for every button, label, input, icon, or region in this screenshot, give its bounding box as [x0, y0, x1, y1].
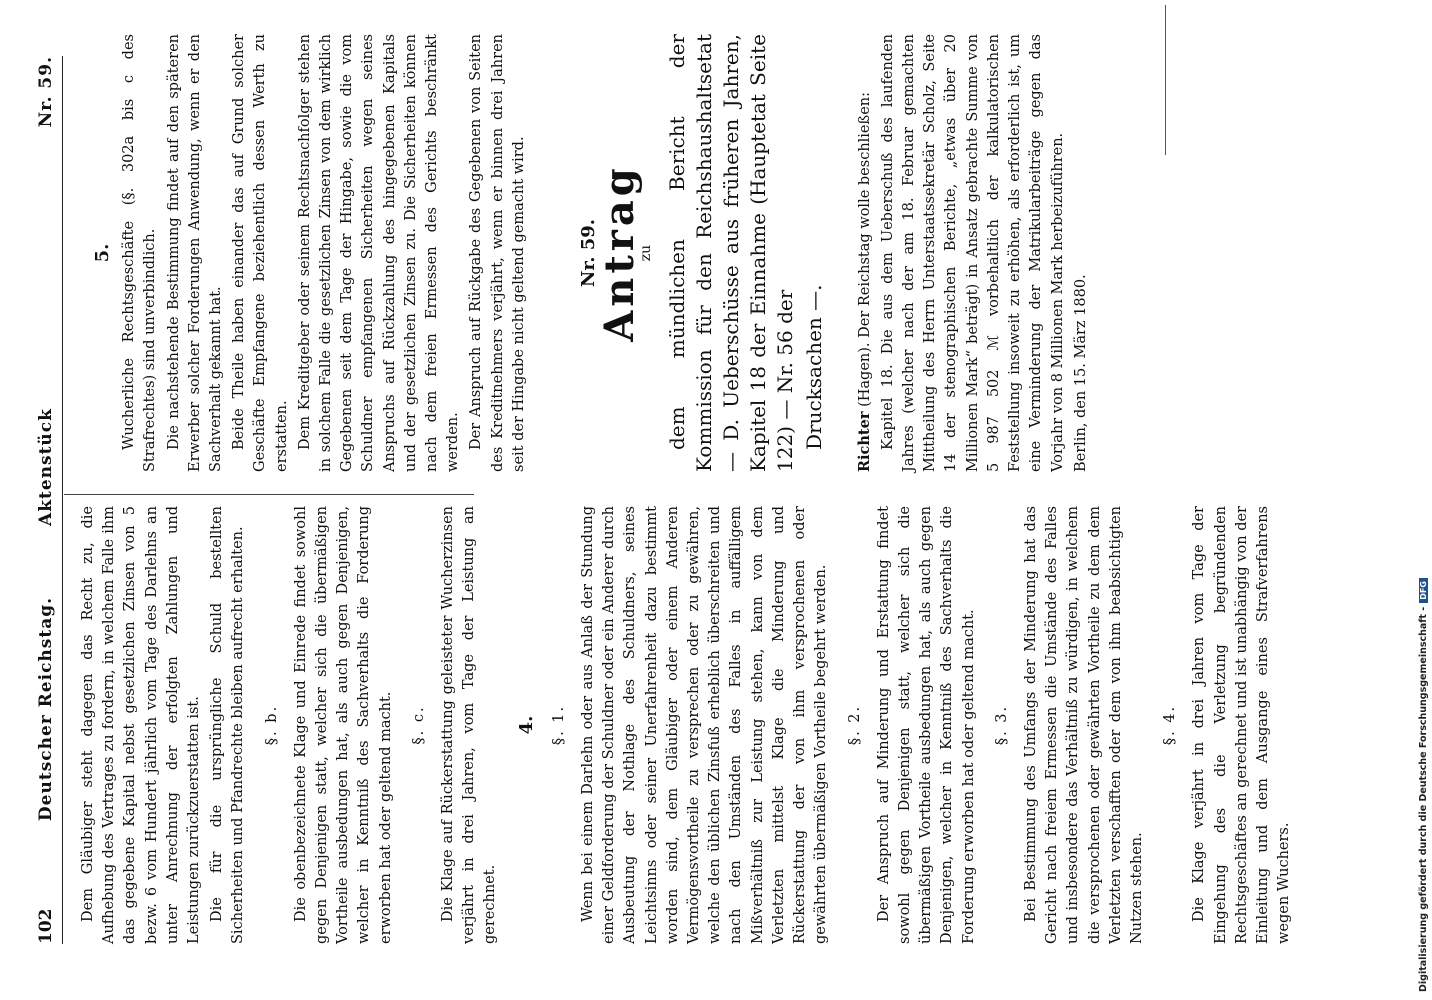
- section-heading: §. 4.: [1162, 704, 1179, 746]
- paragraph: Beide Theile haben einander das auf Grund solcher Geschäfte Empfangene beziehentlich dessen Werth zu erstatten.: [231, 34, 290, 472]
- motion-intro-text: Der Reichstag wolle beschließen:: [856, 91, 873, 338]
- proposer-name: Richter: [855, 411, 873, 472]
- motion-entry: [854, 34, 1092, 472]
- page-number: 102: [36, 908, 56, 944]
- antrag-subject: dem mündlichen Bericht der Kommission für den Reichshaushaltsetat — D. Ueberschüsse aus früheren Jahren, Kapitel 18 der Einnahme (Hauptetat Seite 122) — Nr. 56 der: [664, 34, 797, 472]
- paragraph: Die nachstehende Bestimmung findet auf den späteren Erwerber solcher Forderungen Anwendung, wenn er den Sachverhalt gekannt hat.: [165, 34, 225, 472]
- paragraph: Die Klage auf Rückerstattung geleisteter Wucherzinsen verjährt in drei Jahren, vom Tage der Leistung an gerechnet.: [440, 506, 499, 944]
- antrag-title: Antrag: [596, 164, 644, 342]
- header-aktenstueck-label: Aktenstück: [36, 408, 56, 526]
- paragraph: Der Anspruch auf Rückgabe des Gegebenen von Seiten des Kreditnehmers verjährt, wenn er binnen drei Jahren seit der Hingabe nicht geltend gemacht wird.: [468, 34, 527, 472]
- page-header: [26, 56, 62, 944]
- paragraph: Wenn bei einem Darlehn oder aus Anlaß der Stundung einer Geldforderung der Schuldner oder ein Anderer durch Ausbeutung der Nothlage des Schuldners, seines Leichtsinns oder seiner Unerfahrenheit dazu bestimmt worden sind, dem Gläubiger oder einem Anderen Vermögensvortheile zu versprechen oder zu gewähren, welche den üblichen Zinsfuß erheblich überschreiten und nach den Umständen des Falles in auffälligem Mißverhältniß zur Leistung stehen, kann von dem Verletzten mittelst Klage die Minderung und Rückerstattung der von ihm versprochenen oder gewährten übermäßigen Vortheile begehrt werden.: [580, 506, 830, 944]
- paragraph: Dem Kreditgeber oder seinem Rechtsnachfolger stehen in solchem Falle die gesetzlichen Zinsen von dem wirklich Gegebenen seit dem Tage der Hingabe, sowie die vom Schuldner empfangenen Sicherheiten wegen seines Anspruchs auf Rückzahlung des hingegebenen Kapitals und der gesetzlichen Zinsen zu. Die Sicherheiten können nach dem freien Ermessen des Gerichts beschränkt werden.: [296, 34, 462, 472]
- paragraph: Bei Bestimmung des Umfangs der Minderung hat das Gericht nach freiem Ermessen die Umstände des Falles und insbesondere das Verhältniß zu würdigen, in welchem die versprochenen oder gewährten Vortheile zu dem dem Verletzten verschafften oder dem von ihm beabsichtigten Nutzen stehen.: [1022, 506, 1145, 944]
- paragraph: Dem Gläubiger steht dagegen das Recht zu, die Aufhebung des Vertrages zu fordern, in welchem Falle ihm das gegebene Kapital nebst gesetzlichen Zinsen von 5 bezw. 6 vom Hundert jährlich vom Tage des Darlehns an unter Anrechnung der erfolgten Zahlungen und Leistungen zurückzuerstatten ist.: [80, 506, 203, 944]
- zu-label: zu: [638, 244, 655, 262]
- section-heading: §. b.: [263, 704, 280, 746]
- header-left-title: Deutscher Reichstag.: [36, 596, 56, 822]
- antrag-subject-end: Drucksachen —.: [801, 284, 826, 450]
- motion-text: Kapitel 18. Die aus dem Ueberschuß des laufenden Jahres (welcher nach der am 18. Februar gemachten Mittheilung des Herrn Unterstaatssekretär Scholz, Seite 14 der stenographischen Berichte, „etwas über 20 Millionen Mark“ beträgt) in Ansatz gebrachte Summe von 5 987 502 ℳ vorbehaltlich der kalkulatorischen Feststellung insoweit zu erhöhen, als erforderlich ist, um eine Verminderung der Matrikularbeiträge gegen das Vorjahr von 8 Millionen Mark herbeizuführen.: [879, 34, 1066, 472]
- dfg-logo: DFG: [1419, 578, 1428, 603]
- document-number: Nr. 59.: [578, 218, 600, 288]
- section-heading: §. 2.: [846, 704, 863, 746]
- column-divider: [64, 494, 474, 495]
- section-divider: [1165, 5, 1166, 155]
- motion-date: Berlin, den 15. März 1880.: [1072, 274, 1089, 472]
- left-column: [78, 506, 1297, 944]
- paragraph: Die Klage verjährt in drei Jahren vom Tage der Eingehung des die Verletzung begründenden Rechtsgeschäftes an gerechnet und ist unabhängig von der Einleitung und dem Ausgange eines Strafverfahrens wegen Wuchers.: [1191, 506, 1293, 944]
- funding-note: [1418, 8, 1430, 992]
- paragraph: Die obenbezeichnete Klage und Einrede findet sowohl gegen Denjenigen statt, welcher sich die übermäßigen Vortheile ausbedungen hat, als auch gegen Denjenigen, welcher in Kenntniß des Sachverhalts die Forderung erworben hat oder geltend macht.: [292, 506, 394, 944]
- funding-text: Digitalisierung gefördert durch die Deutsche Forschungsgemeinschaft -: [1418, 606, 1429, 992]
- section-heading: §. 3.: [993, 704, 1010, 746]
- proposer-place: (Hagen).: [856, 342, 873, 407]
- paragraph: Wucherliche Rechtsgeschäfte (§. 302a bis c des Strafrechtes) sind unverbindlich.: [121, 34, 159, 472]
- paragraph: Der Anspruch auf Minderung und Erstattung findet sowohl gegen Denjenigen statt, welcher sich die übermäßigen Vortheile ausbedungen hat, als auch gegen Denjenigen, welcher in Kenntniß des Sachverhalts die Forderung erworben hat oder geltend macht.: [875, 506, 977, 944]
- paragraph: Die für die ursprüngliche Schuld bestellten Sicherheiten und Pfandrechte bleiben aufrecht erhalten.: [209, 506, 247, 944]
- motion-intro: [854, 34, 876, 472]
- header-aktenstueck-number: Nr. 59.: [36, 56, 56, 128]
- right-column: [78, 34, 1094, 472]
- section-heading: §. 1.: [550, 704, 567, 746]
- funding-sidebar: [1418, 8, 1430, 992]
- section-heading: §. c.: [410, 705, 427, 745]
- header-rule: [62, 56, 63, 944]
- part-number: 5.: [92, 243, 113, 263]
- part-number: 4.: [515, 715, 537, 735]
